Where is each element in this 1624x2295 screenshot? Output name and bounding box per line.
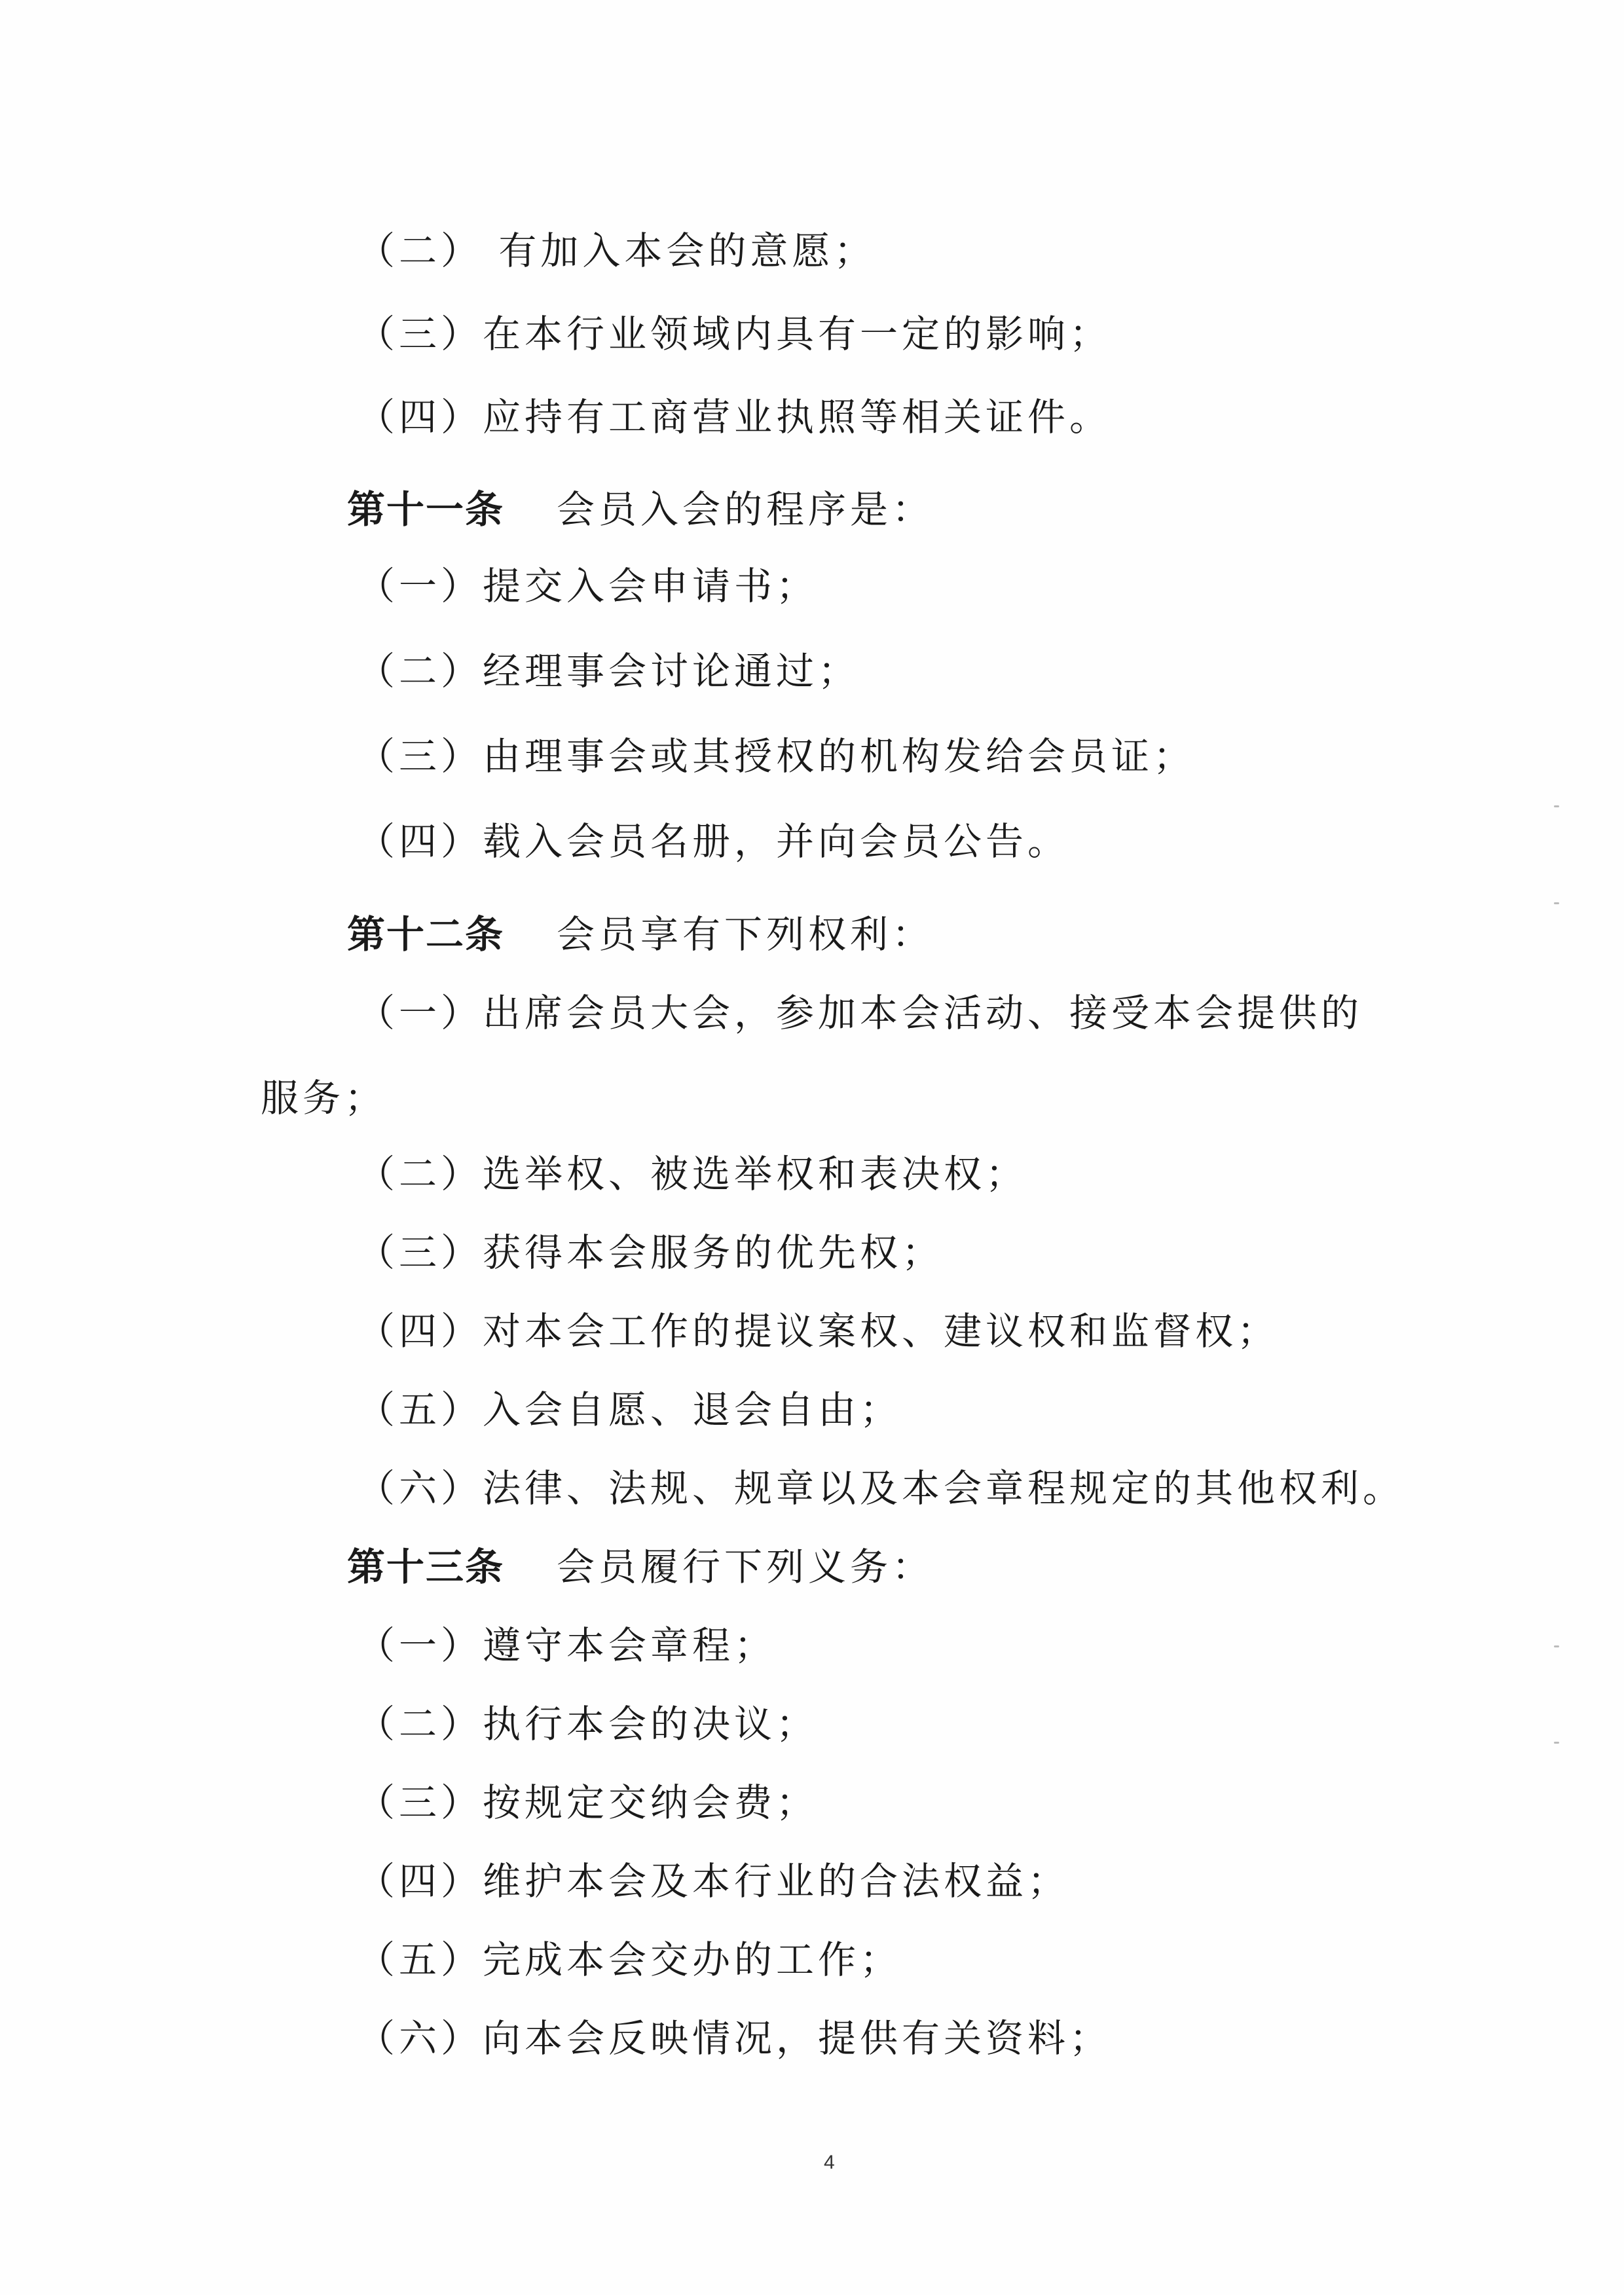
page-number: 4 [824,2152,835,2173]
item-line: （一）提交入会申请书； [357,564,819,608]
item-line: （一）出席会员大会，参加本会活动、接受本会提供的 [357,991,1363,1035]
item-continuation-line: 服务； [261,1076,387,1120]
article-text: 会员享有下列权利： [557,912,934,957]
item-line: （六）法律、法规、规章以及本会章程规定的其他权利。 [357,1466,1405,1511]
article-11 [347,483,934,536]
item-line: （三）获得本会服务的优先权； [357,1230,944,1275]
item-line: （四）载入会员名册，并向会员公告。 [357,819,1070,864]
item-line: （五）完成本会交办的工作； [357,1937,902,1982]
article-text: 会员入会的程序是： [557,487,934,532]
scan-artifact [1554,902,1559,904]
item-line: （一）遵守本会章程； [357,1623,777,1668]
scan-artifact [1554,1742,1559,1744]
scan-artifact [1554,805,1559,807]
scan-artifact [1554,1645,1559,1647]
article-12 [347,908,934,961]
item-line: （二）选举权、被选举权和表决权； [357,1152,1028,1196]
item-line: （四）对本会工作的提议案权、建议权和监督权； [357,1309,1280,1353]
item-line: （三）由理事会或其授权的机构发给会员证； [357,734,1196,779]
item-line: （三）按规定交纳会费； [357,1780,819,1825]
article-text: 会员履行下列义务： [557,1545,934,1589]
article-13 [347,1541,934,1593]
item-line: （二）执行本会的决议； [357,1702,819,1746]
item-line: （六）向本会反映情况，提供有关资料； [357,2016,1112,2061]
item-line: （四）应持有工商营业执照等相关证件。 [357,395,1112,439]
item-line: （二）经理事会讨论通过； [357,649,860,693]
item-line: （四）维护本会及本行业的合法权益； [357,1859,1070,1903]
article-heading: 第十二条 [347,912,505,957]
article-heading: 第十三条 [347,1545,505,1589]
article-heading: 第十一条 [347,487,505,532]
item-line: （五）入会自愿、退会自由； [357,1387,902,1432]
item-line: （三）在本行业领域内具有一定的影响； [357,312,1112,356]
item-line: （二） 有加入本会的意愿； [357,229,876,273]
